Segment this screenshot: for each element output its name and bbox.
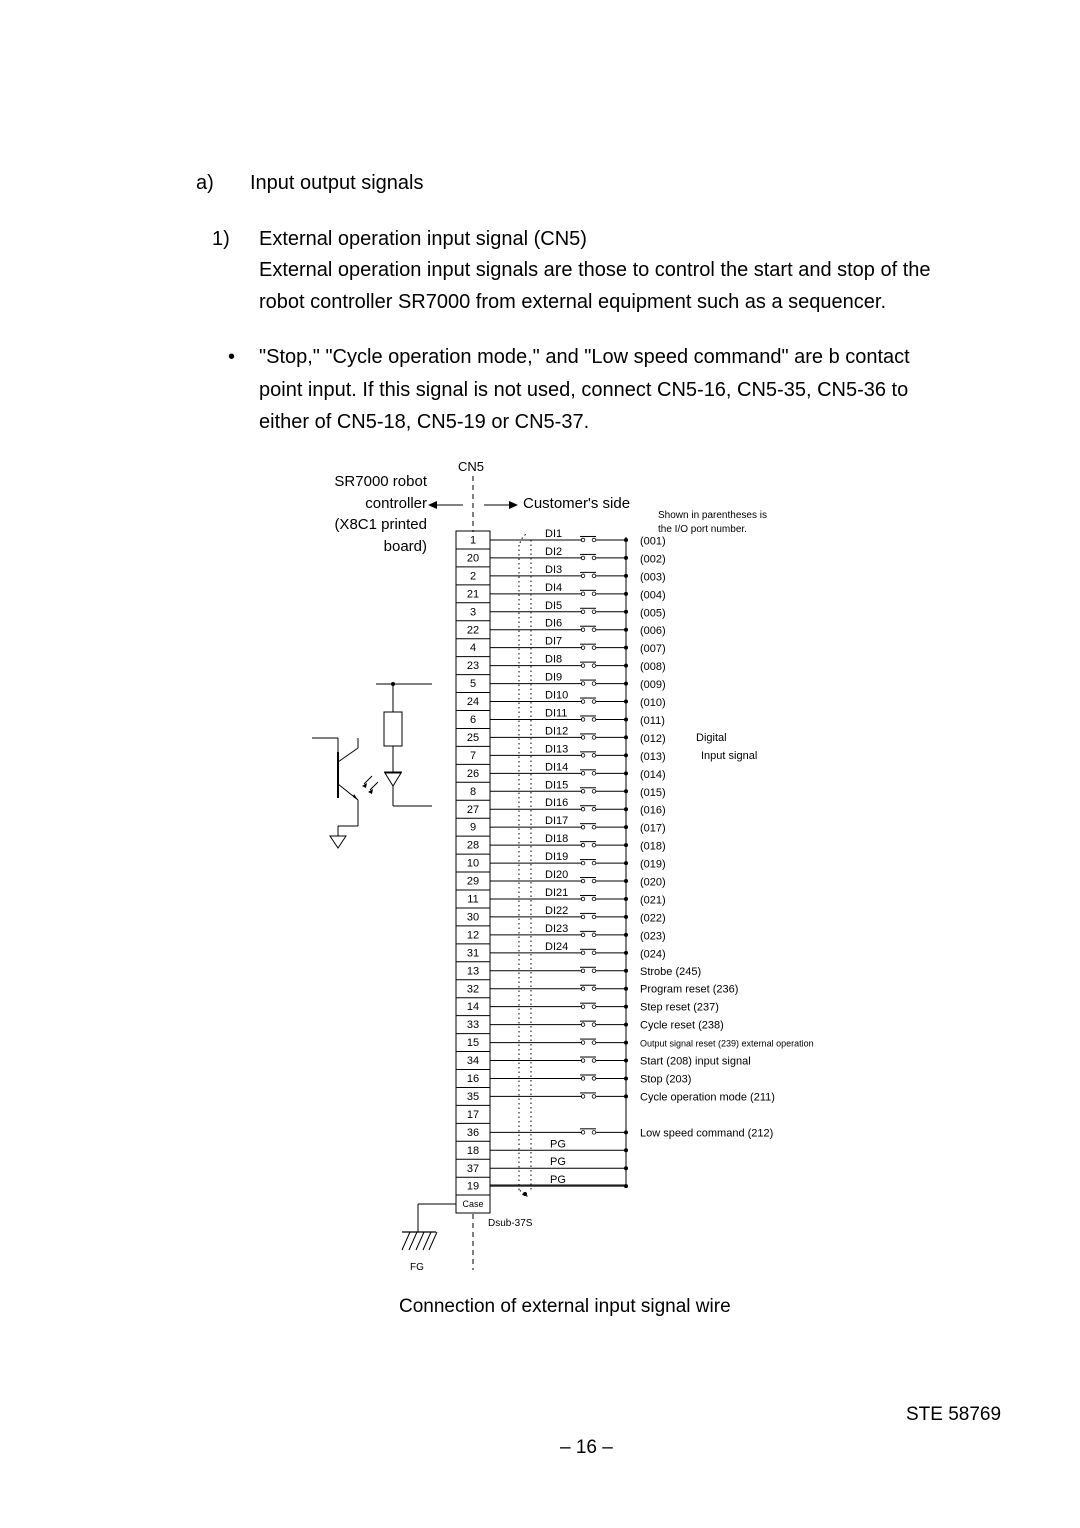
di-row-junction-dot	[624, 574, 628, 578]
pin-number: 1	[469, 534, 477, 547]
port-number: (003)	[640, 571, 666, 584]
digital-label-2: Input signal	[701, 750, 758, 762]
di-row-contact-right	[592, 628, 596, 632]
di-row-contact-right	[592, 592, 596, 596]
di-label: DI17	[545, 815, 569, 828]
di-row-contact-right	[592, 772, 596, 776]
port-number: (011)	[640, 714, 665, 727]
di-label: DI19	[545, 851, 569, 864]
fg-hatching	[402, 1232, 437, 1250]
di-row-junction-dot	[624, 556, 628, 560]
di-row-contact-right	[592, 700, 596, 704]
port-number: (021)	[640, 894, 666, 907]
di-label: DI9	[545, 671, 563, 684]
di-label: DI12	[545, 725, 569, 738]
di-row-junction-dot	[624, 538, 628, 542]
controller-line-1: SR7000 robot	[334, 473, 427, 490]
signal-row-junction-dot	[624, 1059, 628, 1063]
di-row-contact-right	[592, 664, 596, 668]
di-row-contact-right	[592, 789, 596, 793]
di-row-junction-dot	[624, 897, 628, 901]
signal-row-contact-right	[592, 1023, 596, 1027]
di-row-contact-right	[592, 610, 596, 614]
pin-number: 13	[466, 965, 480, 978]
bullet-line-3: either of CN5-18, CN5-19 or CN5-37.	[259, 411, 590, 433]
signal-row-contact-right	[592, 1041, 596, 1045]
di-row-contact-right	[592, 556, 596, 560]
pg-label: PG	[550, 1156, 566, 1169]
shield-top-curve	[520, 533, 528, 543]
port-number: (015)	[640, 786, 666, 799]
signal-row-junction-dot	[624, 987, 628, 991]
port-number: (024)	[640, 948, 666, 961]
pin-number: 19	[466, 1180, 480, 1193]
di-row-contact-right	[592, 843, 596, 847]
pg-junction-dot	[624, 1148, 628, 1152]
signal-row-junction-dot	[624, 1041, 628, 1045]
port-number: (002)	[640, 553, 666, 566]
shield-ground-dot	[523, 1192, 527, 1196]
pin-number: 31	[466, 947, 480, 960]
bullet-line-2: point input. If this signal is not used, connect CN5-16, CN5-35, CN5-36 to	[259, 379, 909, 401]
pin-number: 12	[466, 929, 480, 942]
di-row-junction-dot	[624, 915, 628, 919]
di-label: DI15	[545, 779, 569, 792]
pin-number: 3	[469, 606, 477, 619]
di-row-junction-dot	[624, 825, 628, 829]
di-row-junction-dot	[624, 610, 628, 614]
doc-number: STE 58769	[906, 1404, 1002, 1425]
opto-junction-dot	[391, 682, 395, 686]
port-number: (005)	[640, 607, 666, 620]
di-label: DI23	[545, 922, 569, 935]
pin-number: 10	[466, 857, 480, 870]
di-label: DI1	[545, 527, 563, 540]
di-row-junction-dot	[624, 664, 628, 668]
di-row-contact-right	[592, 538, 596, 542]
signal-row-contact-right	[592, 1059, 596, 1063]
port-number: (008)	[640, 661, 666, 674]
fg-label: FG	[410, 1262, 424, 1273]
di-label: DI11	[545, 707, 568, 720]
signal-label: Cycle reset (238)	[640, 1019, 724, 1032]
pg-label: PG	[550, 1138, 566, 1151]
pin-number: 2	[469, 570, 477, 583]
signal-label: Program reset (236)	[640, 983, 739, 996]
di-row-contact-right	[592, 646, 596, 650]
port-note-line-1: Shown in parentheses is	[658, 510, 767, 521]
di-label: DI6	[545, 617, 563, 630]
pin-number: 8	[469, 785, 477, 798]
di-row-junction-dot	[624, 933, 628, 937]
paragraph-line-1: External operation input signals are those to control the start and stop of the	[259, 259, 931, 281]
di-row-junction-dot	[624, 807, 628, 811]
di-label: DI8	[545, 653, 563, 666]
di-row-junction-dot	[624, 646, 628, 650]
di-row-contact-right	[592, 861, 596, 865]
signal-row-junction-dot	[624, 1094, 628, 1098]
pin-number: 36	[466, 1126, 480, 1139]
port-number: (022)	[640, 912, 666, 925]
di-label: DI18	[545, 833, 569, 846]
pin-number: 29	[466, 875, 480, 888]
port-number: (009)	[640, 679, 666, 692]
signal-label: Start (208) input signal	[640, 1055, 751, 1068]
signal-row-contact-right	[592, 1131, 596, 1135]
arrow-left-head	[428, 501, 437, 509]
signal-label: Cycle operation mode (211)	[640, 1091, 775, 1104]
di-row-junction-dot	[624, 789, 628, 793]
signal-row-junction-dot	[624, 1130, 628, 1134]
di-row-contact-right	[592, 951, 596, 955]
signal-row-junction-dot	[624, 1005, 628, 1009]
pin-number: 34	[466, 1055, 480, 1068]
port-number: (018)	[640, 840, 666, 853]
pin-number: 6	[469, 714, 477, 726]
section-title: Input output signals	[250, 172, 424, 194]
port-number: (007)	[640, 643, 666, 656]
port-number: (019)	[640, 858, 666, 871]
signal-label: Output signal reset (239) external operation	[640, 1038, 814, 1049]
signal-row-junction-dot	[624, 969, 628, 973]
di-row-junction-dot	[624, 735, 628, 739]
pin-number: 17	[466, 1108, 480, 1121]
port-number: (017)	[640, 822, 666, 835]
di-row-junction-dot	[624, 592, 628, 596]
paragraph-line-2: robot controller SR7000 from external equipment such as a sequencer.	[259, 291, 887, 313]
pin-number: 14	[466, 1001, 480, 1014]
pin-number: 9	[469, 821, 477, 834]
pin-number: 25	[466, 731, 480, 744]
pin-number: 4	[469, 642, 477, 655]
di-label: DI16	[545, 797, 569, 810]
emitter-arrow	[353, 794, 358, 800]
di-row-contact-right	[592, 879, 596, 883]
arrow-right-head	[509, 501, 518, 509]
di-row-junction-dot	[624, 951, 628, 955]
di-row-junction-dot	[624, 861, 628, 865]
signal-row-contact-right	[592, 969, 596, 973]
bullet-line-1: "Stop," "Cycle operation mode," and "Low speed command" are b contact	[259, 346, 910, 368]
di-row-contact-right	[592, 807, 596, 811]
pin-number: 5	[469, 678, 477, 691]
port-number: (014)	[640, 768, 666, 781]
di-row-contact-right	[592, 754, 596, 758]
signal-row-contact-right	[592, 987, 596, 991]
di-row-junction-dot	[624, 700, 628, 704]
pin-number: 30	[466, 911, 480, 924]
di-label: DI13	[545, 743, 569, 756]
pin-number: 18	[466, 1144, 480, 1157]
di-row-junction-dot	[624, 879, 628, 883]
di-label: DI3	[545, 563, 563, 576]
pin-number: 15	[466, 1037, 480, 1050]
di-row-contact-right	[592, 574, 596, 578]
signal-row-junction-dot	[624, 1023, 628, 1027]
signal-row-contact-right	[592, 1077, 596, 1081]
pin-number: 33	[466, 1019, 480, 1032]
pg-junction-dot	[624, 1184, 628, 1188]
signal-label: Step reset (237)	[640, 1001, 719, 1014]
di-row-contact-right	[592, 915, 596, 919]
di-row-contact-right	[592, 718, 596, 722]
signal-row-junction-dot	[624, 1076, 628, 1080]
subsection-title: External operation input signal (CN5)	[259, 228, 587, 250]
pin-number: 24	[466, 696, 480, 709]
di-label: DI21	[545, 886, 569, 899]
di-label: DI7	[545, 635, 563, 648]
connector-type-label: Dsub-37S	[488, 1218, 533, 1229]
port-number: (020)	[640, 876, 666, 889]
cn5-label: CN5	[458, 459, 485, 474]
pin-number: 22	[466, 624, 480, 637]
port-number: (004)	[640, 589, 666, 602]
pg-label: PG	[550, 1174, 566, 1187]
di-row-junction-dot	[624, 628, 628, 632]
port-number: (001)	[640, 535, 666, 548]
customer-side-label: Customer's side	[523, 495, 631, 512]
pin-number: 35	[466, 1090, 480, 1103]
di-row-junction-dot	[624, 843, 628, 847]
di-label: DI5	[545, 599, 563, 612]
di-label: DI14	[545, 761, 569, 774]
signal-row-contact-right	[592, 1095, 596, 1099]
di-label: DI22	[545, 904, 569, 917]
port-number: (012)	[640, 732, 666, 745]
di-row-contact-right	[592, 933, 596, 937]
port-number: (013)	[640, 750, 666, 763]
port-number: (023)	[640, 930, 666, 943]
pin-number: 20	[466, 552, 480, 565]
controller-line-4: board)	[383, 538, 427, 555]
port-number: (010)	[640, 697, 666, 710]
di-label: DI10	[545, 689, 569, 702]
pin-number: 37	[466, 1162, 480, 1175]
case-label: Case	[462, 1199, 484, 1209]
di-label: DI4	[545, 581, 563, 594]
pg-junction-dot	[624, 1166, 628, 1170]
di-row-contact-right	[592, 682, 596, 686]
di-row-contact-right	[592, 897, 596, 901]
bullet-marker: •	[228, 346, 236, 368]
pins-layer	[456, 535, 490, 1193]
pin-number: 11	[467, 893, 479, 906]
di-row-junction-dot	[624, 682, 628, 686]
pin-number: 7	[469, 749, 477, 762]
pin-number: 16	[466, 1073, 480, 1085]
port-note-line-2: the I/O port number.	[658, 524, 747, 535]
port-number: (016)	[640, 804, 666, 817]
signal-label: Strobe (245)	[640, 965, 702, 978]
pin-number: 23	[466, 660, 480, 673]
pin-number: 21	[466, 588, 480, 601]
di-row-contact-right	[592, 825, 596, 829]
page-number: – 16 –	[560, 1437, 613, 1458]
section-marker: a)	[196, 172, 214, 194]
digital-label-1: Digital	[696, 732, 727, 744]
controller-line-2: controller	[365, 495, 427, 512]
pin-number: 26	[466, 767, 480, 780]
optocoupler-circuit	[312, 684, 432, 848]
pin-number: 32	[466, 983, 480, 996]
figure-caption: Connection of external input signal wire	[399, 1296, 731, 1317]
di-label: DI2	[545, 545, 563, 558]
controller-line-3: (X8C1 printed	[334, 516, 427, 533]
di-row-junction-dot	[624, 753, 628, 757]
di-label: DI24	[545, 940, 569, 953]
port-number: (006)	[640, 625, 666, 638]
subsection-marker: 1)	[212, 228, 230, 250]
signal-label: Low speed command (212)	[640, 1127, 774, 1140]
di-row-junction-dot	[624, 717, 628, 721]
di-row-contact-right	[592, 736, 596, 740]
di-row-junction-dot	[624, 771, 628, 775]
signal-row-contact-right	[592, 1005, 596, 1009]
signal-label: Stop (203)	[640, 1073, 692, 1086]
pin-number: 28	[466, 839, 480, 852]
di-label: DI20	[545, 869, 569, 882]
pin-number: 27	[466, 803, 480, 816]
